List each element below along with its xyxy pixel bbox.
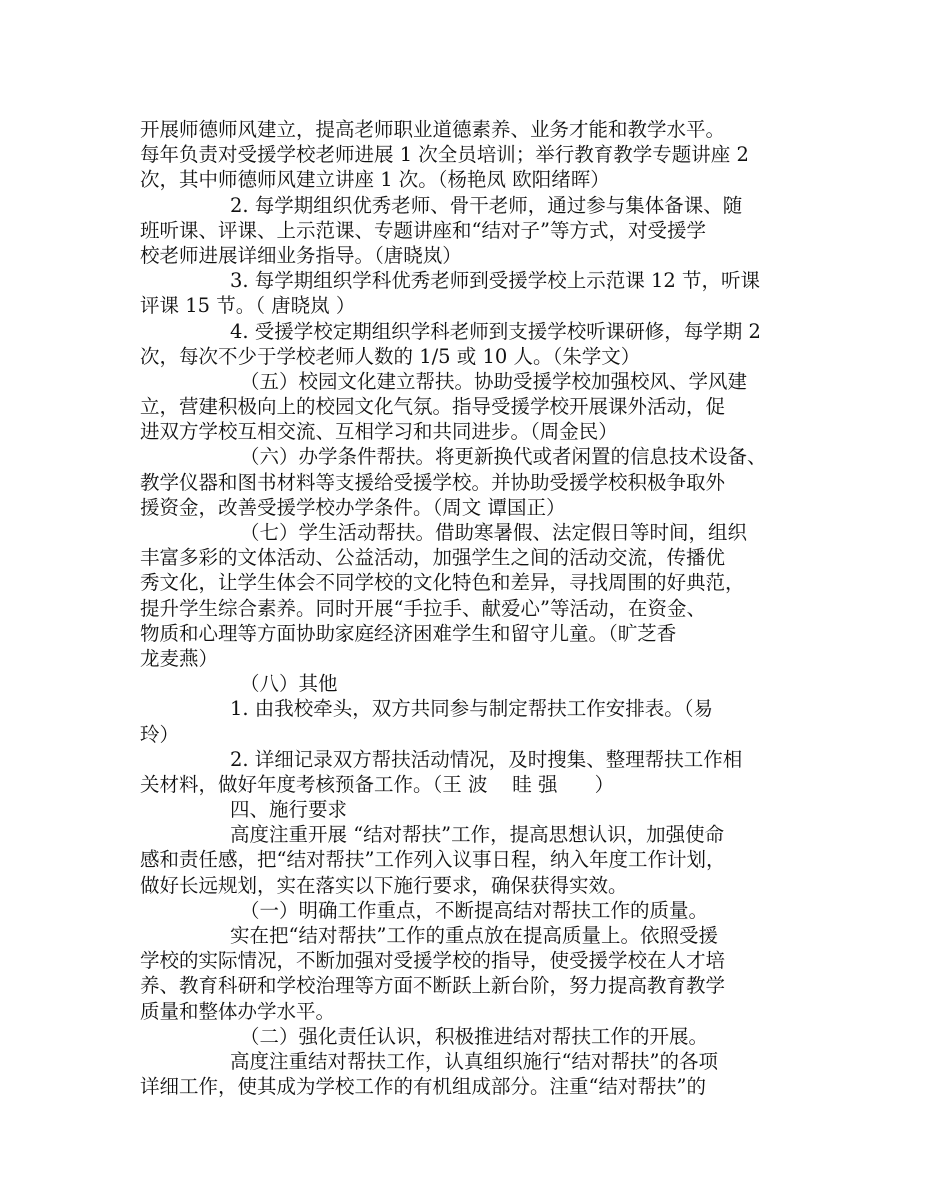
text-line: 玲）	[140, 722, 180, 746]
text-line: 援资金，改善受援学校办学条件。（周文 谭国正）	[140, 495, 566, 519]
text-line: 高度注重结对帮扶工作，认真组织施行“结对帮扶”的各项	[230, 1049, 718, 1073]
text-line: 秀文化，让学生体会不同学校的文化特色和差异，寻找周围的好典范，	[140, 571, 745, 595]
text-line: 4. 受援学校定期组织学科老师到支援学校听课研修，每学期 2	[230, 319, 761, 343]
text-line: 龙麦燕）	[140, 646, 219, 670]
text-line: 次，每次不少于学校老师人数的 1/5 或 10 人。（朱学文）	[140, 344, 641, 368]
text-line: （五）校园文化建立帮扶。协助受援学校加强校风、学风建	[240, 369, 748, 393]
text-line: 每年负责对受援学校老师进展 1 次全员培训；举行教育教学专题讲座 2	[140, 143, 749, 167]
text-line: 评课 15 节。（ 唐晓岚 ）	[140, 294, 356, 318]
text-line: 3. 每学期组织学科优秀老师到受援学校上示范课 12 节，听课	[230, 269, 761, 293]
text-line: 物质和心理等方面协助家庭经济困难学生和留守儿童。（旷芝香	[140, 621, 677, 645]
text-line: 1. 由我校牵头，双方共同参与制定帮扶工作安排表。（易	[230, 697, 714, 721]
text-line: 开展师德师风建立，提高老师职业道德素养、业务才能和教学水平。	[140, 118, 726, 141]
text-line: 四、施行要求	[230, 798, 348, 822]
text-line: 提升学生综合素养。同时开展“手拉手、献爱心”等活动，在资金、	[140, 596, 706, 620]
text-line: 2. 详细记录双方帮扶活动情况，及时搜集、整理帮扶工作相	[230, 747, 743, 771]
text-line: （八）其他	[240, 672, 338, 696]
text-line: 高度注重开展 “结对帮扶”工作，提高思想认识，加强使命	[230, 823, 725, 847]
text-line: 立，营建积极向上的校园文化气氛。指导受援学校开展课外活动，促	[140, 395, 726, 419]
text-line: 学校的实际情况，不断加强对受援学校的指导，使受援学校在人才培	[140, 949, 726, 973]
text-line: 感和责任感，把“结对帮扶”工作列入议事日程，纳入年度工作计划，	[140, 848, 726, 872]
text-line: 做好长远规划，实在落实以下施行要求，确保获得实效。	[140, 873, 628, 897]
text-line: 进双方学校互相交流、互相学习和共同进步。（周金民）	[140, 420, 618, 444]
text-line: （七）学生活动帮扶。借助寒暑假、法定假日等时间，组织	[240, 521, 748, 544]
text-line: 次，其中师德师风建立讲座 1 次。（杨艳凤 欧阳绪晖）	[140, 168, 610, 192]
text-line: 质量和整体办学水平。	[140, 999, 336, 1023]
text-line: 养、教育科研和学校治理等方面不断跃上新台阶，努力提高教育教学	[140, 974, 726, 998]
text-line: 详细工作，使其成为学校工作的有机组成部分。注重“结对帮扶”的	[140, 1075, 706, 1099]
text-line: 教学仪器和图书材料等支援给受援学校。并协助受援学校积极争取外	[140, 470, 726, 494]
document-page	[140, 117, 830, 1099]
text-line: （一）明确工作重点，不断提高结对帮扶工作的质量。	[240, 898, 709, 922]
text-line: 实在把“结对帮扶”工作的重点放在提高质量上。依照受援	[230, 924, 718, 947]
text-line: （二）强化责任认识，积极推进结对帮扶工作的开展。	[240, 1024, 709, 1048]
text-line: 2. 每学期组织优秀老师、骨干老师，通过参与集体备课、随	[230, 193, 743, 217]
text-line: 关材料，做好年度考核预备工作。（王 波 眭 强 ）	[140, 772, 615, 796]
text-line: 丰富多彩的文体活动、公益活动，加强学生之间的活动交流，传播优	[140, 546, 726, 570]
text-line: 班听课、评课、上示范课、专题讲座和“结对子”等方式，对受援学	[140, 218, 706, 242]
text-line: 校老师进展详细业务指导。（唐晓岚）	[140, 243, 462, 267]
text-line: （六）办学条件帮扶。将更新换代或者闲置的信息技术设备、	[240, 445, 767, 469]
